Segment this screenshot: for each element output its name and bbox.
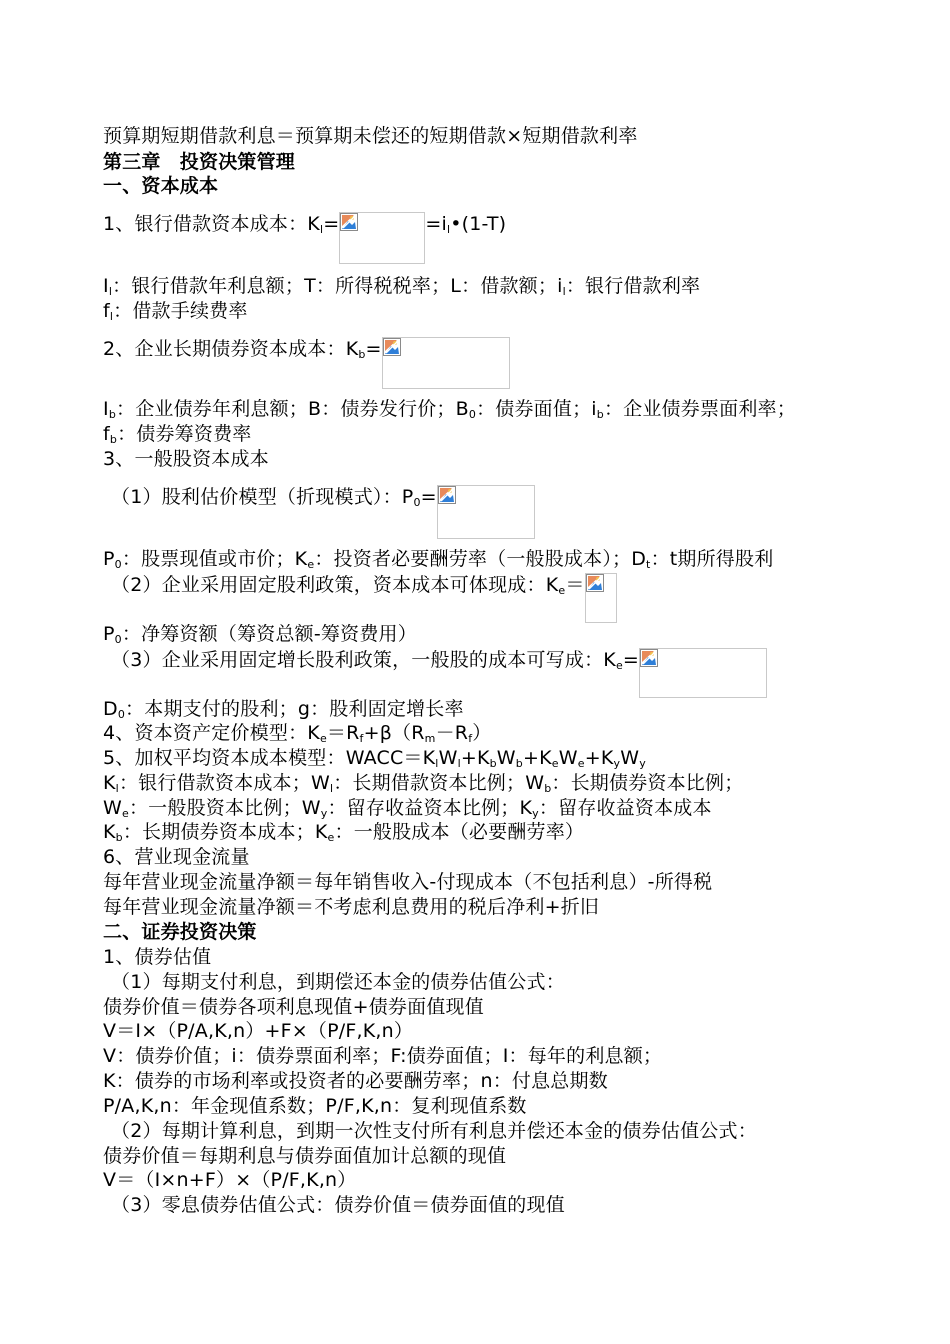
text-line: $K_b$：长期债券资本成本；$K_e$：一般股成本（必要酬劳率） [103, 821, 585, 844]
text-line: P/A,K,n：年金现值系数；P/F,K,n：复利现值系数 [103, 1095, 527, 1117]
text-line: $W_e$：一般股资本比例；$W_y$：留存收益资本比例；$K_y$：留存收益资本成本 [103, 797, 712, 820]
text-line: $f_l$：借款手续费率 [103, 300, 248, 323]
text-line: $P_0$：净筹资额（筹资总额-筹资费用） [103, 623, 417, 646]
text-line: 6、营业现金流量 [103, 846, 250, 868]
text-line: 1、债券估值 [103, 946, 212, 968]
broken-image-icon [340, 213, 358, 231]
text-line: V：债券价值；i：债券票面利率；F:债券面值；I：每年的利息额； [103, 1045, 663, 1067]
formula-line: V＝I×（P/A,K,n）+F×（P/F,K,n） [103, 1020, 414, 1042]
text-line: $f_b$：债券筹资费率 [103, 423, 252, 446]
broken-image-icon [438, 486, 456, 504]
text-line: K：债券的市场利率或投资者的必要酬劳率；n：付息总期数 [103, 1070, 608, 1092]
text-line: 5、加权平均资本成本模型：$WACC=K_lW_l+K_bW_b+K_eW_e+K_yW_y$ [103, 747, 646, 770]
section-heading: 二、证券投资决策 [103, 921, 257, 943]
text-line: $I_b$：企业债券年利息额；B：债券发行价；$B_0$：债券面值；$i_b$：企业债券票面利率； [103, 398, 796, 421]
formula-line: （2）企业采用固定股利政策，资本成本可体现成：$K_e=$ [111, 573, 617, 623]
text-line: 债券价值＝债券各项利息现值+债券面值现值 [103, 996, 484, 1018]
text-line: $K_l$：银行借款资本成本；$W_l$：长期借款资本比例；$W_b$：长期债券资本比例； [103, 772, 744, 795]
text-line: 3、一般股资本成本 [103, 448, 269, 470]
formula-line: （3）企业采用固定增长股利政策，一般股的成本可写成：$K_e=$ [111, 648, 767, 698]
text-line: 每年营业现金流量净额＝每年销售收入-付现成本（不包括利息）-所得税 [103, 871, 713, 893]
text-line: $D_0$：本期支付的股利；g：股利固定增长率 [103, 698, 464, 721]
text-line: $I_l$：银行借款年利息额；T：所得税税率；L：借款额；$i_l$：银行借款利率 [103, 275, 701, 298]
formula-image [339, 212, 425, 264]
text-line: （3）零息债券估值公式：债券价值＝债券面值的现值 [111, 1194, 565, 1216]
broken-image-icon [383, 338, 401, 356]
broken-image-icon [640, 649, 658, 667]
chapter-heading: 第三章 投资决策管理 [103, 151, 296, 173]
formula-line: 2、企业长期债券资本成本：$K_b=$ [103, 337, 510, 389]
text-line: 每年营业现金流量净额＝不考虑利息费用的税后净利+折旧 [103, 896, 600, 918]
text-line: （2）每期计算利息，到期一次性支付所有利息并偿还本金的债券估值公式： [111, 1120, 757, 1142]
formula-image [437, 485, 535, 539]
broken-image-icon [586, 574, 604, 592]
formula-line: （1）股利估价模型（折现模式）：$P_0=$ [111, 485, 535, 539]
formula-line: V＝（I×n+F）×（P/F,K,n） [103, 1169, 357, 1191]
text-line: 预算期短期借款利息＝预算期未偿还的短期借款×短期借款利率 [103, 125, 638, 147]
formula-image [382, 337, 510, 389]
section-heading: 一、资本成本 [103, 175, 219, 197]
text-line: （1）每期支付利息，到期偿还本金的债券估值公式： [111, 971, 565, 993]
text-line: 债券价值＝每期利息与债券面值加计总额的现值 [103, 1145, 507, 1167]
text-line: $P_0$：股票现值或市价；$K_e$：投资者必要酬劳率（一般股成本）；$D_t$：t期所得股利 [103, 548, 774, 571]
text-line: 4、资本资产定价模型：$K_e=R_f+\beta(R_m-R_f)$ [103, 722, 492, 745]
formula-image [639, 648, 767, 698]
formula-line: 1、银行借款资本成本：$K_l=$ $=i_l•(1-T)$ [103, 212, 506, 264]
formula-image [585, 573, 617, 623]
